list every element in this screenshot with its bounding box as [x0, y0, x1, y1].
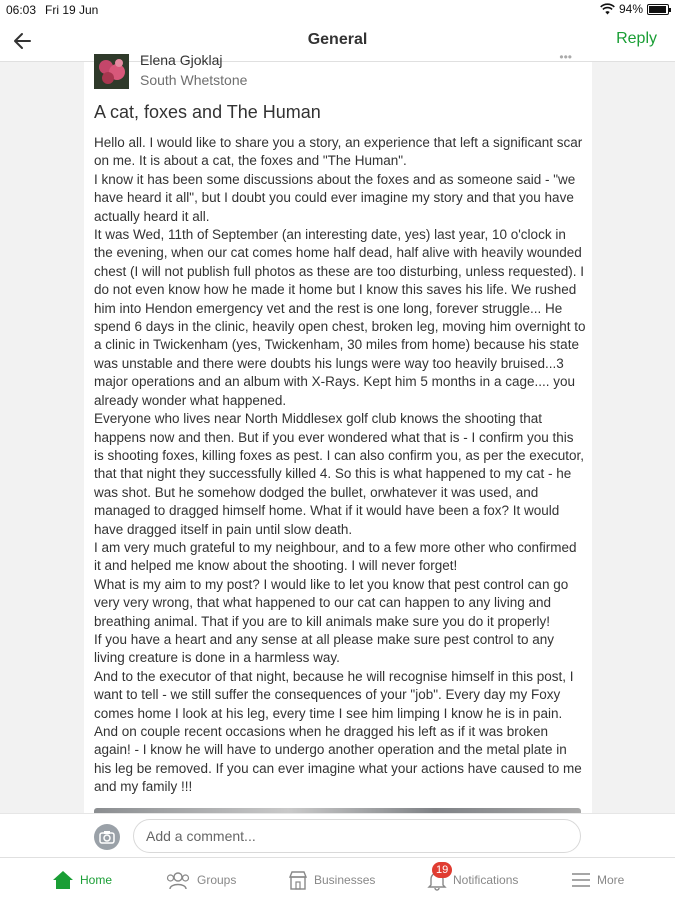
author-location: South Whetstone — [140, 72, 248, 88]
battery-icon — [647, 4, 669, 15]
businesses-icon — [288, 870, 308, 890]
reply-button[interactable]: Reply — [616, 30, 657, 47]
post-paragraph: I know it has been some discussions about the foxes and as someone said - "we have heard it all", but I doubt you could ever imagine my story and that you have actually heard it all. — [94, 171, 576, 224]
tab-label: Home — [80, 873, 113, 887]
notification-badge: 19 — [432, 862, 452, 878]
bell-icon-wrap — [427, 864, 449, 890]
comment-bar — [0, 813, 675, 857]
status-indicators — [600, 2, 669, 16]
post-options-icon[interactable]: ••• — [559, 50, 572, 64]
post-body — [94, 134, 586, 797]
tab-label: Businesses — [314, 873, 376, 887]
post-paragraph: Hello all. I would like to share you a story, an experience that left a significant scar on me. It is about a cat, the foxes and "The Human". — [94, 135, 583, 169]
home-icon — [52, 870, 74, 890]
author-name[interactable]: Elena Gjoklaj — [140, 52, 223, 68]
author-avatar[interactable] — [94, 54, 129, 89]
menu-icon — [571, 872, 591, 888]
tab-businesses[interactable] — [288, 867, 375, 893]
status-time: 06:03 — [6, 3, 37, 17]
post-paragraph: Everyone who lives near North Middlesex golf club knows the shooting that happens now and then. But if you ever wondered what that is - I confirm you this is shooting foxes, killing foxes as pest. I can also confirm you, as per the executor, that that night they successfully killed 4. So this is what happened to my cat - he was shot. But he somehow dodged the bullet, orwhatever it was used, and managed to dragged himself home. What if it would have been a fox? It would have dragged itself in pain until slow death. — [94, 411, 585, 537]
battery-level — [649, 6, 666, 13]
tab-label: More — [597, 873, 625, 887]
tab-groups[interactable] — [165, 867, 236, 893]
post-paragraph: What is my aim to my post? I would like to let you know that pest control can go very very wrong, that what happened to our cat can happen to any living and breathing animal. That if you are to kill animals make sure you do it properly! — [94, 576, 569, 629]
groups-icon — [165, 870, 191, 890]
tab-label: Groups — [197, 873, 237, 887]
tab-more[interactable] — [571, 867, 624, 893]
tab-bar — [0, 857, 675, 900]
camera-button[interactable] — [94, 824, 120, 850]
post-title: A cat, foxes and The Human — [94, 102, 321, 122]
battery-percent: 94% — [618, 2, 643, 16]
camera-icon — [94, 824, 120, 850]
post-paragraph: I am very much grateful to my neighbour, and to a few more other who confirmed it and helped me know about the shooting. I will never forget! — [94, 539, 577, 574]
tab-home[interactable] — [52, 867, 112, 893]
post-paragraph: And to the executor of that night, because he will recognise himself in this post, I want to tell - we still suffer the consequences of your "job". Every day my Foxy comes home I look at his leg, every time I see him limping I know he is in pain. And on couple recent occasions when he dragged his left as if it was broken again! - I know he will have to undergo another operation and the metal plate in his leg be removed. If you can ever imagine what your actions have caused to me and my family !!! — [94, 668, 582, 795]
page-title: General — [307, 31, 368, 48]
tab-notifications[interactable] — [427, 864, 519, 893]
wifi-icon — [600, 3, 615, 15]
post-paragraph: If you have a heart and any sense at all please make sure pest control to any living creature is done in a harmless way. — [94, 631, 555, 666]
status-date: Fri 19 Jun — [45, 3, 99, 17]
avatar-image — [94, 54, 129, 89]
status-bar — [0, 0, 675, 20]
tab-label: Notifications — [453, 873, 519, 887]
post-paragraph: It was Wed, 11th of September (an interesting date, yes) last year, 10 o'clock in the evening, when our cat comes home half dead, half alive with heavily wounded chest (I will not publish full photos as these are too disturbing, unless requested). I do not even know how he made it home but I know this saves his life. We rushed him into Hendon emergency vet and the rest is one long, forever struggle... He spend 6 days in the clinic, heavily open chest, broken leg, moving him overnight to a clinic in Twickenham (yes, Twickenham, 30 miles from home) because his state was unstable and there were doubts his lungs were way too heavily bruised...3 major operations and an album with X-Rays. Kept him 5 months in a cage.... you already wonder what happened. — [94, 227, 586, 408]
comment-input[interactable] — [133, 819, 581, 853]
post-card — [84, 50, 592, 817]
